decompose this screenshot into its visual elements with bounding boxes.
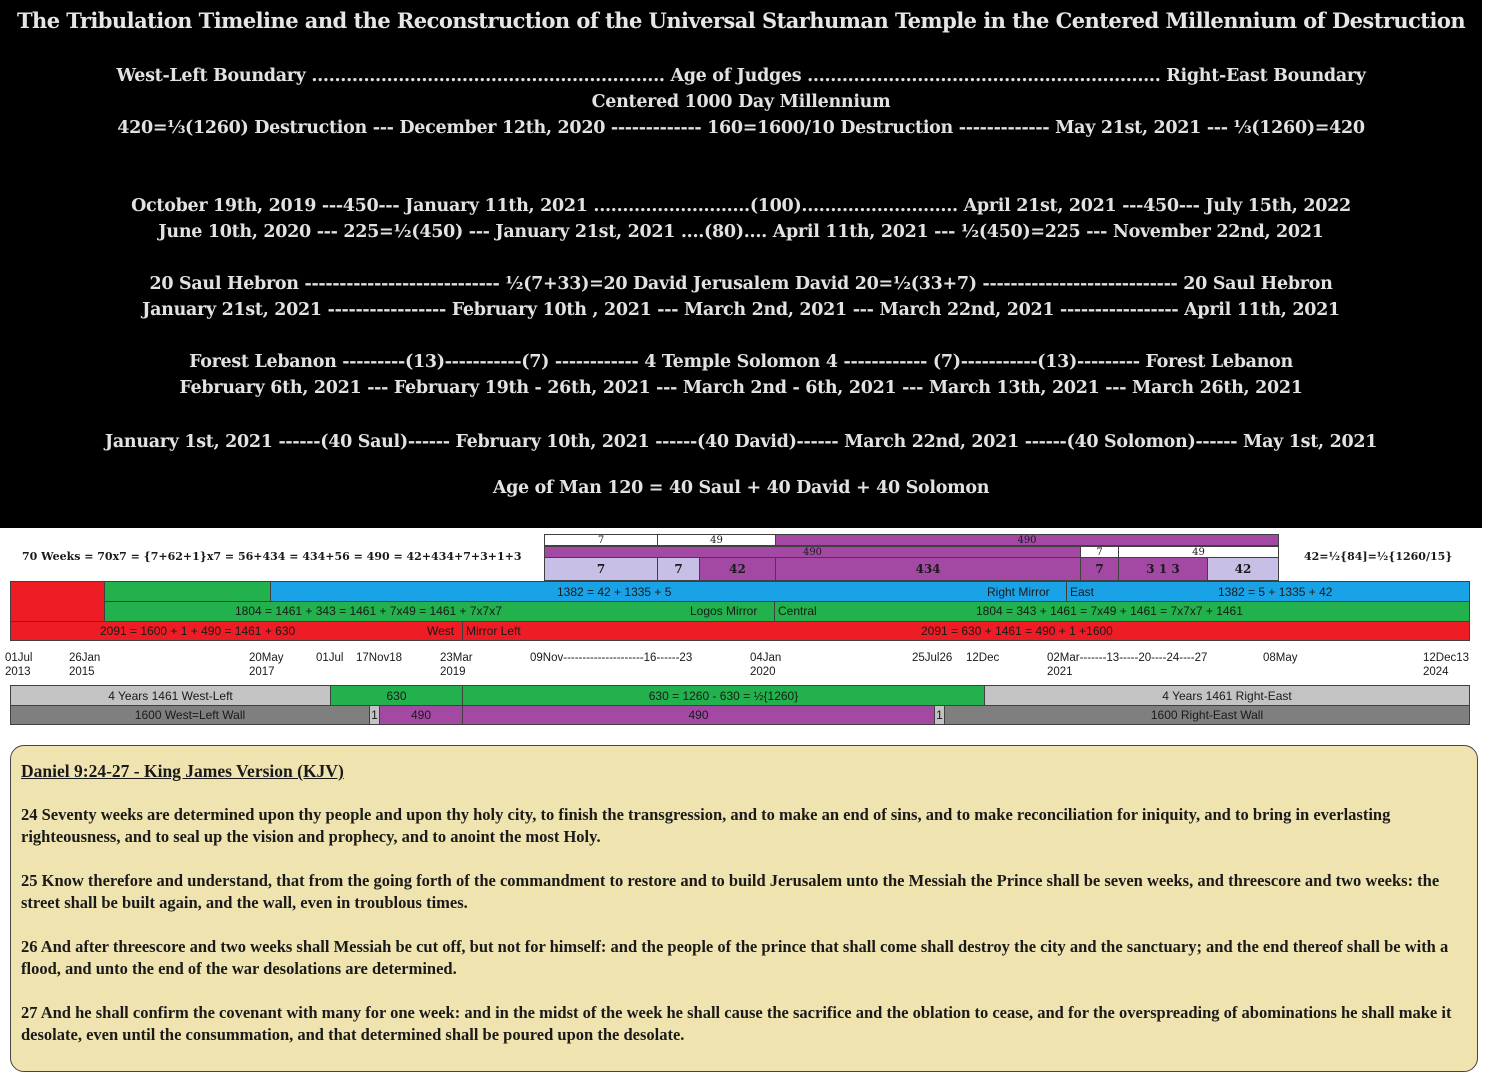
weeks-seg-7a: 7 xyxy=(544,557,658,581)
weeks-mid-49: 49 xyxy=(1118,546,1279,558)
kjv-verse: 24 Seventy weeks are determined upon thy people and upon thy holy city, to finish the transgression, and to make an end of sins, and to make reconciliation for iniquity, and to bring in everlasting righteousness, and to seal up the vision and prophecy, and to anoint the most Holy. xyxy=(21,805,1391,846)
green-divider xyxy=(774,601,775,622)
blue-divider xyxy=(1066,581,1067,602)
weeks-mid-7: 7 xyxy=(1080,546,1119,558)
blue-right-label: 1382 = 5 + 1335 + 42 xyxy=(1218,585,1333,599)
blue-east-label: East xyxy=(1070,585,1095,599)
kjv-verse: 25 Know therefore and understand, that from the going forth of the commandment to restore and to build Jerusalem unto the Messiah the Prince shall be seven weeks, and threescore and two weeks: the street shall be built again, and the wall, even in troublous times. xyxy=(21,871,1440,912)
weeks-seg-7c: 7 xyxy=(1080,557,1119,581)
date-label: 12Dec xyxy=(966,652,1000,664)
date-label: 09Nov---------------------16------23 xyxy=(530,652,693,664)
red-right-label: 2091 = 630 + 1461 = 490 + 1 +1600 xyxy=(921,624,1113,638)
date-label: 01Jul xyxy=(316,652,344,664)
date-year: 2019 xyxy=(440,666,466,678)
green-630-main-bar: 630 = 1260 - 630 = ½{1260} xyxy=(462,685,985,706)
weeks-seg-42a: 42 xyxy=(699,557,776,581)
header-line: 420=⅓(1260) Destruction --- December 12th, 2020 ------------- 160=1600/10 Destruction ------------- May 21st, 2021 --- ⅓(1260)=420 xyxy=(117,118,1365,138)
purple-490-main: 490 xyxy=(462,705,935,725)
blue-mid-label: Right Mirror xyxy=(987,585,1050,599)
header-line: January 21st, 2021 ----------------- February 10th , 2021 --- March 2nd, 2021 --- March 22nd, 2021 ----------------- April 11th, 2021 xyxy=(142,300,1340,320)
red-mid-left-label: West xyxy=(427,624,455,638)
date-year: 2017 xyxy=(249,666,275,678)
red-mid-right-label: Mirror Left xyxy=(466,624,521,638)
page-title: The Tribulation Timeline and the Reconstruction of the Universal Starhuman Temple in the Centered Millennium of Destruction xyxy=(16,8,1466,33)
weeks-mid-490: 490 xyxy=(544,546,1081,558)
wall-one-right: 1 xyxy=(934,705,945,725)
date-label: 02Mar-------13-----20----24----27 xyxy=(1047,652,1208,664)
red-divider xyxy=(462,621,463,641)
header-line: 20 Saul Hebron ---------------------------- ½(7+33)=20 David Jerusalem David 20=½(33+7) ---------------------------- 20 Saul Hebron xyxy=(149,274,1333,294)
header-line: January 1st, 2021 ------(40 Saul)------ February 10th, 2021 ------(40 David)------ March 22nd, 2021 ------(40 Solomon)------ May 1st, 2021 xyxy=(104,432,1378,452)
weeks-seg-313: 3 1 3 xyxy=(1118,557,1208,581)
red-left-label: 2091 = 1600 + 1 + 490 = 1461 + 630 xyxy=(100,624,296,638)
kjv-verse: 27 And he shall confirm the covenant with many for one week: and in the midst of the week he shall cause the sacrifice and the oblation to cease, and for the overspreading of abominations he shall make it desolate, even until the consummation, and that determined shall be poured upon the desolate. xyxy=(21,1003,1452,1044)
kjv-heading: Daniel 9:24-27 - King James Version (KJV) xyxy=(21,761,344,781)
date-year: 2015 xyxy=(69,666,95,678)
date-year: 2020 xyxy=(750,666,776,678)
weeks-seg-434: 434 xyxy=(775,557,1081,581)
header-line: West-Left Boundary ............................................................. Age of Judges ............................................................. Right-East Boundary xyxy=(116,66,1366,86)
weeks-seg-42b: 42 xyxy=(1207,557,1279,581)
date-label: 04Jan xyxy=(750,652,782,664)
date-label: 23Mar xyxy=(440,652,473,664)
green-right-label: 1804 = 343 + 1461 = 7x49 + 1461 = 7x7x7 + 1461 xyxy=(976,604,1243,618)
wall-west-bar: 1600 West=Left Wall xyxy=(10,705,370,725)
green-left-label: 1804 = 1461 + 343 = 1461 + 7x49 = 1461 + 7x7x7 xyxy=(235,604,502,618)
wall-one-left: 1 xyxy=(369,705,380,725)
header-line: Centered 1000 Day Millennium xyxy=(591,92,891,112)
date-label: 26Jan xyxy=(69,652,101,664)
header-line: February 6th, 2021 --- February 19th - 26th, 2021 --- March 2nd - 6th, 2021 --- March 13th, 2021 --- March 26th, 2021 xyxy=(179,378,1303,398)
date-label: 20May xyxy=(249,652,284,664)
weeks-seg-7b: 7 xyxy=(657,557,700,581)
green-mid-left-label: Logos Mirror xyxy=(690,604,758,618)
years-west-bar: 4 Years 1461 West-Left xyxy=(10,685,331,706)
wall-east-bar: 1600 Right-East Wall xyxy=(944,705,1470,725)
date-label: 12Dec13 xyxy=(1423,652,1470,664)
kjv-panel xyxy=(10,745,1478,1072)
weeks-top-49: 49 xyxy=(657,534,776,546)
header-line: June 10th, 2020 --- 225=½(450) --- January 21st, 2021 ....(80).... April 11th, 2021 --- ½(450)=225 --- November 22nd, 2021 xyxy=(158,222,1324,242)
weeks-top-490: 490 xyxy=(775,534,1279,546)
kjv-verse: 26 And after threescore and two weeks shall Messiah be cut off, but not for himself: and the people of the prince that shall come shall destroy the city and the sanctuary; and the end thereof shall be with a flood, and unto the end of the war desolations are determined. xyxy=(21,937,1449,978)
green-left-block xyxy=(104,581,271,602)
green-mid-right-label: Central xyxy=(778,604,817,618)
header-line: Age of Man 120 = 40 Saul + 40 David + 40 Solomon xyxy=(492,478,990,498)
date-label: 01Jul xyxy=(5,652,33,664)
weeks-ratio: 42=½{84]=½{1260/15} xyxy=(1304,550,1453,563)
date-label: 08May xyxy=(1263,652,1298,664)
header-panel xyxy=(0,0,1482,528)
date-year: 2013 xyxy=(5,666,31,678)
date-year: 2021 xyxy=(1047,666,1073,678)
weeks-top-7: 7 xyxy=(544,534,658,546)
header-line: Forest Lebanon ---------(13)-----------(7) ------------ 4 Temple Solomon 4 ------------ (7)-----------(13)--------- Forest Lebanon xyxy=(189,352,1293,372)
date-year: 2024 xyxy=(1423,666,1449,678)
years-east-bar: 4 Years 1461 Right-East xyxy=(984,685,1470,706)
green-630-bar: 630 xyxy=(330,685,463,706)
date-label: 17Nov18 xyxy=(356,652,403,664)
purple-490-left: 490 xyxy=(379,705,463,725)
date-label: 25Jul26 xyxy=(912,652,953,664)
header-line: October 19th, 2019 ---450--- January 11th, 2021 ...........................(100)........................... April 21st, 2021 ---450--- July 15th, 2022 xyxy=(131,196,1351,216)
blue-left-label: 1382 = 42 + 1335 + 5 xyxy=(557,585,672,599)
weeks-formula: 70 Weeks = 70x7 = {7+62+1}x7 = 56+434 = 434+56 = 490 = 42+434+7+3+1+3 xyxy=(22,550,522,563)
red-left-block xyxy=(10,581,105,622)
